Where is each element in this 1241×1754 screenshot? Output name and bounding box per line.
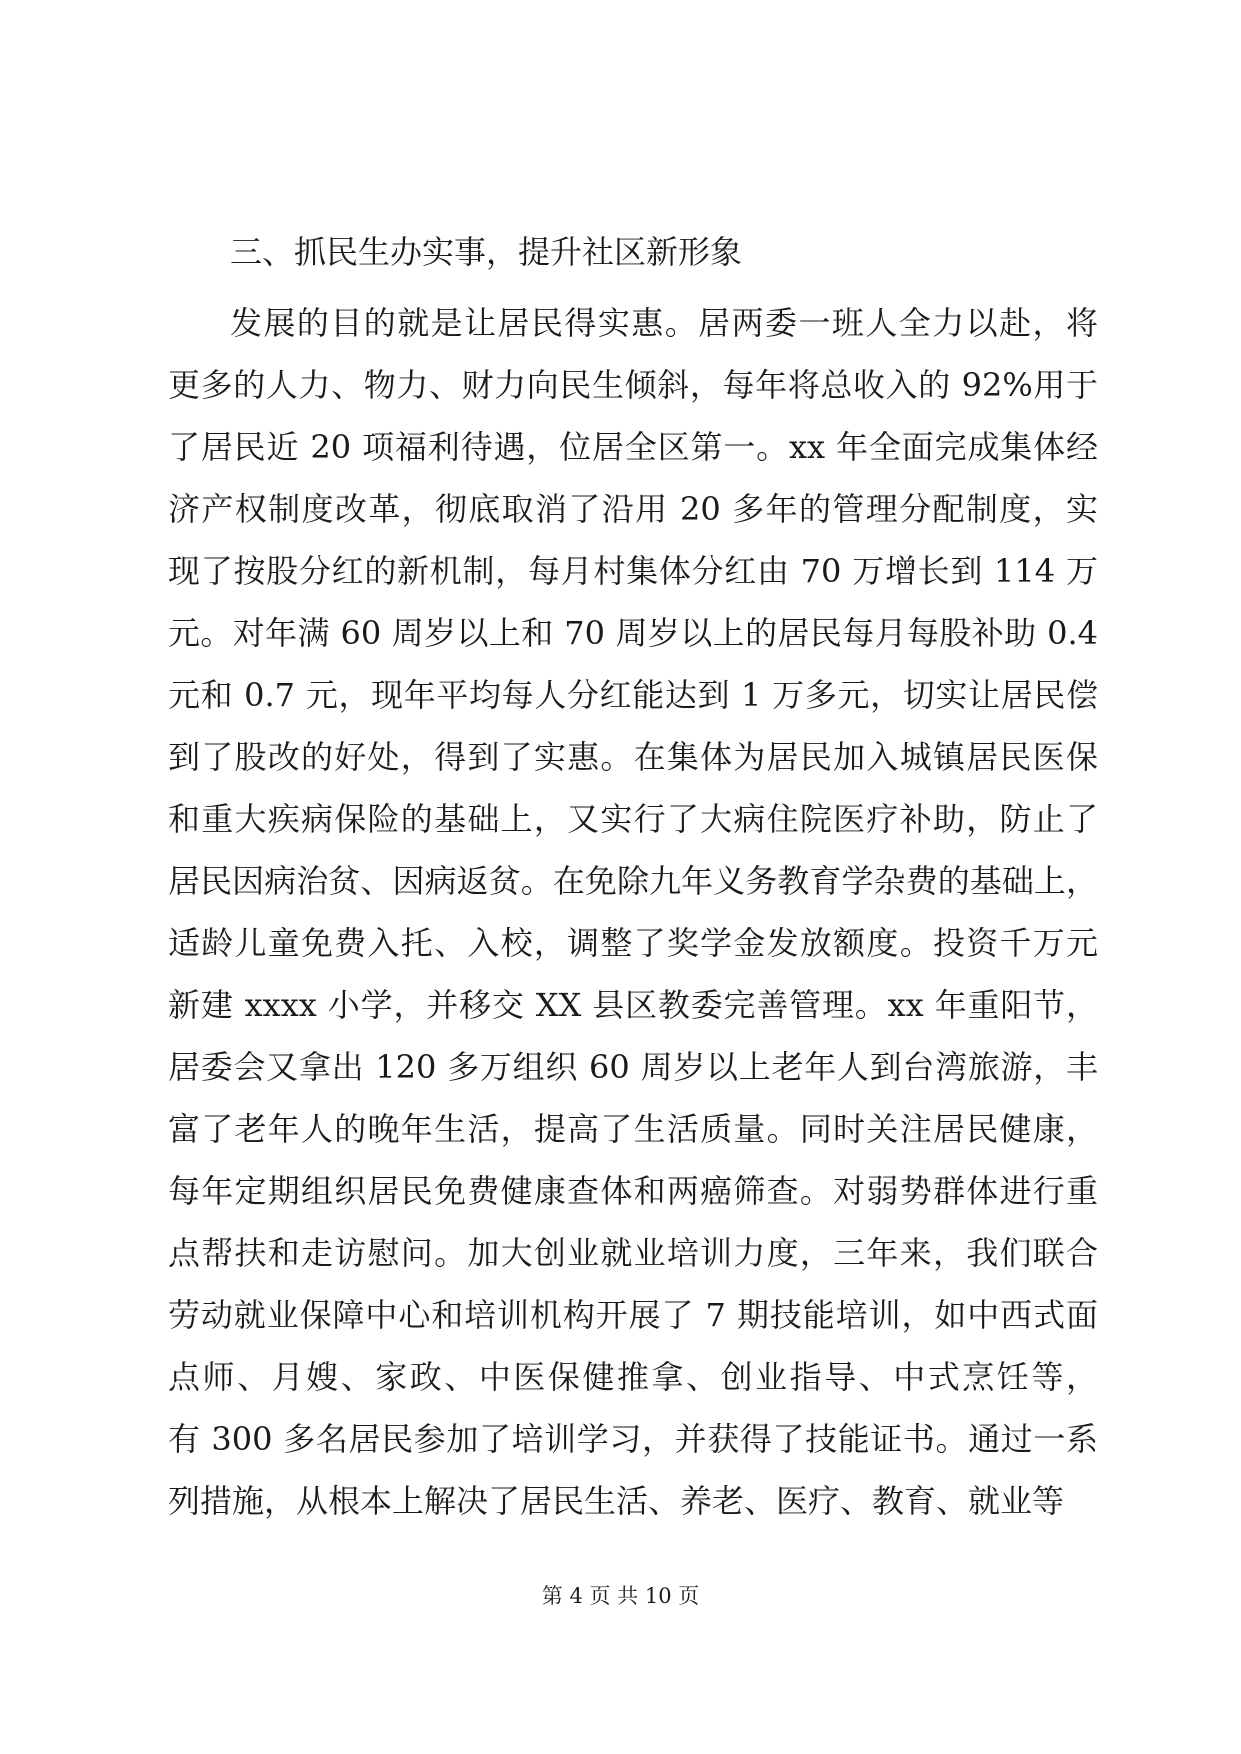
paragraph-line: 点师、月嫂、家政、中医保健推拿、创业指导、中式烹饪等， [168, 1358, 1098, 1396]
paragraph-line: 到了股改的好处，得到了实惠。在集体为居民加入城镇居民医保 [168, 738, 1098, 776]
paragraph-line: 更多的人力、物力、财力向民生倾斜，每年将总收入的 92%用于 [168, 366, 1098, 404]
body-paragraph [168, 292, 1098, 1532]
section-heading: 三、抓民生办实事，提升社区新形象 [230, 233, 743, 271]
paragraph-line: 和重大疾病保险的基础上，又实行了大病住院医疗补助，防止了 [168, 800, 1098, 838]
paragraph-line: 元。对年满 60 周岁以上和 70 周岁以上的居民每月每股补助 0.4 [168, 614, 1098, 652]
paragraph-line: 富了老年人的晚年生活，提高了生活质量。同时关注居民健康， [168, 1110, 1098, 1148]
paragraph-line: 了居民近 20 项福利待遇，位居全区第一。xx 年全面完成集体经 [168, 428, 1098, 466]
paragraph-line: 列措施，从根本上解决了居民生活、养老、医疗、教育、就业等 [168, 1482, 1065, 1520]
paragraph-line: 每年定期组织居民免费健康查体和两癌筛查。对弱势群体进行重 [168, 1172, 1098, 1210]
paragraph-line: 适龄儿童免费入托、入校，调整了奖学金发放额度。投资千万元 [168, 924, 1098, 962]
paragraph-line: 济产权制度改革，彻底取消了沿用 20 多年的管理分配制度，实 [168, 490, 1098, 528]
paragraph-line: 元和 0.7 元，现年平均每人分红能达到 1 万多元，切实让居民偿 [168, 676, 1098, 714]
paragraph-line: 点帮扶和走访慰问。加大创业就业培训力度，三年来，我们联合 [168, 1234, 1098, 1272]
paragraph-line: 有 300 多名居民参加了培训学习，并获得了技能证书。通过一系 [168, 1420, 1098, 1458]
paragraph-line: 新建 xxxx 小学，并移交 XX 县区教委完善管理。xx 年重阳节， [168, 986, 1098, 1024]
paragraph-line: 劳动就业保障中心和培训机构开展了 7 期技能培训，如中西式面 [168, 1296, 1098, 1334]
paragraph-line: 发展的目的就是让居民得实惠。居两委一班人全力以赴，将 [230, 304, 1098, 342]
paragraph-line: 居委会又拿出 120 多万组织 60 周岁以上老年人到台湾旅游，丰 [168, 1048, 1098, 1086]
paragraph-line: 居民因病治贫、因病返贫。在免除九年义务教育学杂费的基础上， [168, 862, 1098, 900]
page-number-footer: 第 4 页 共 10 页 [541, 1584, 700, 1608]
paragraph-line: 现了按股分红的新机制，每月村集体分红由 70 万增长到 114 万 [168, 552, 1098, 590]
